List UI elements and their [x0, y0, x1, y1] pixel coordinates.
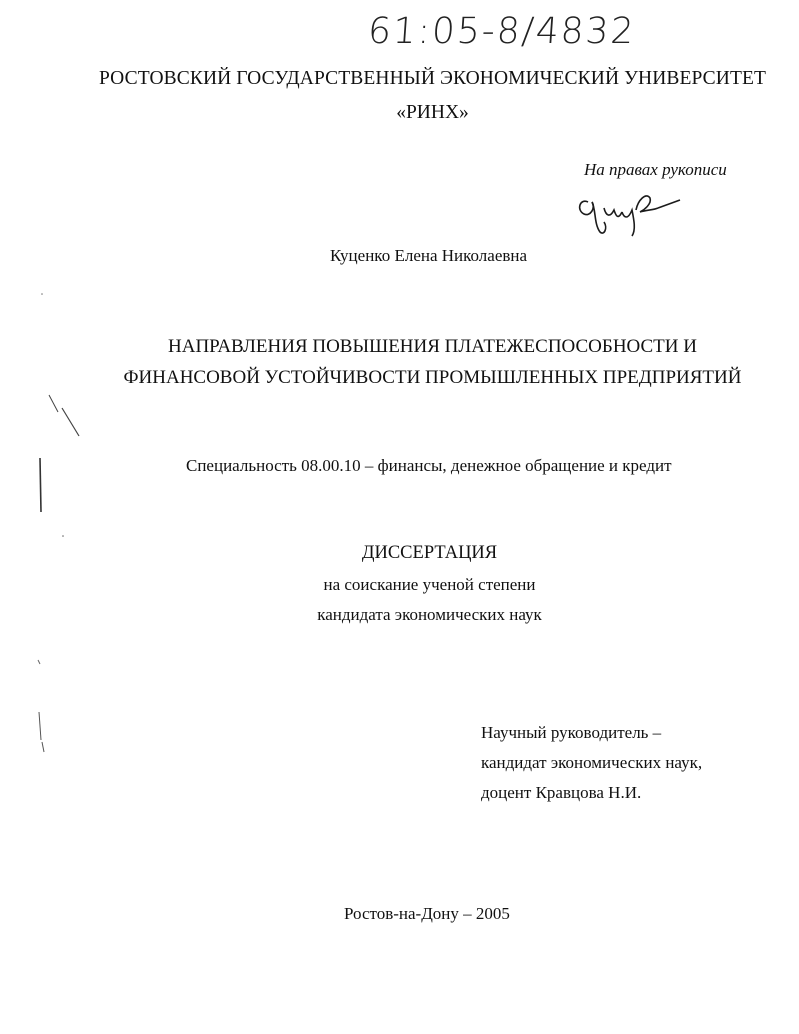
speciality-line: Специальность 08.00.10 – финансы, денежное обращение и кредит [186, 456, 672, 475]
author-signature [574, 180, 694, 240]
author-name: Куценко Елена Николаевна [330, 246, 528, 265]
degree-line-2: кандидата экономических наук [317, 605, 542, 624]
supervisor-line-1: Научный руководитель – [481, 723, 662, 742]
dissertation-title-line-1: НАПРАВЛЕНИЯ ПОВЫШЕНИЯ ПЛАТЕЖЕСПОСОБНОСТИ И [168, 336, 697, 357]
dissertation-label: ДИССЕРТАЦИЯ [361, 543, 498, 563]
manuscript-rights-note: На правах рукописи [584, 160, 727, 179]
supervisor-line-2: кандидат экономических наук, [481, 753, 703, 772]
university-name: РОСТОВСКИЙ ГОСУДАРСТВЕННЫЙ ЭКОНОМИЧЕСКИЙ УНИВЕРСИТЕТ [98, 68, 767, 89]
shelfmark-handwritten: 61:05-8/4832 [366, 11, 637, 52]
degree-line-1: на соискание ученой степени [323, 575, 536, 594]
scan-margin-marks [0, 0, 100, 1034]
supervisor-line-3: доцент Кравцова Н.И. [481, 783, 642, 802]
city-year: Ростов-на-Дону – 2005 [344, 904, 510, 923]
university-abbreviation: «РИНХ» [396, 102, 469, 123]
dissertation-title-line-2: ФИНАНСОВОЙ УСТОЙЧИВОСТИ ПРОМЫШЛЕННЫХ ПРЕДПРИЯТИЙ [123, 367, 742, 388]
